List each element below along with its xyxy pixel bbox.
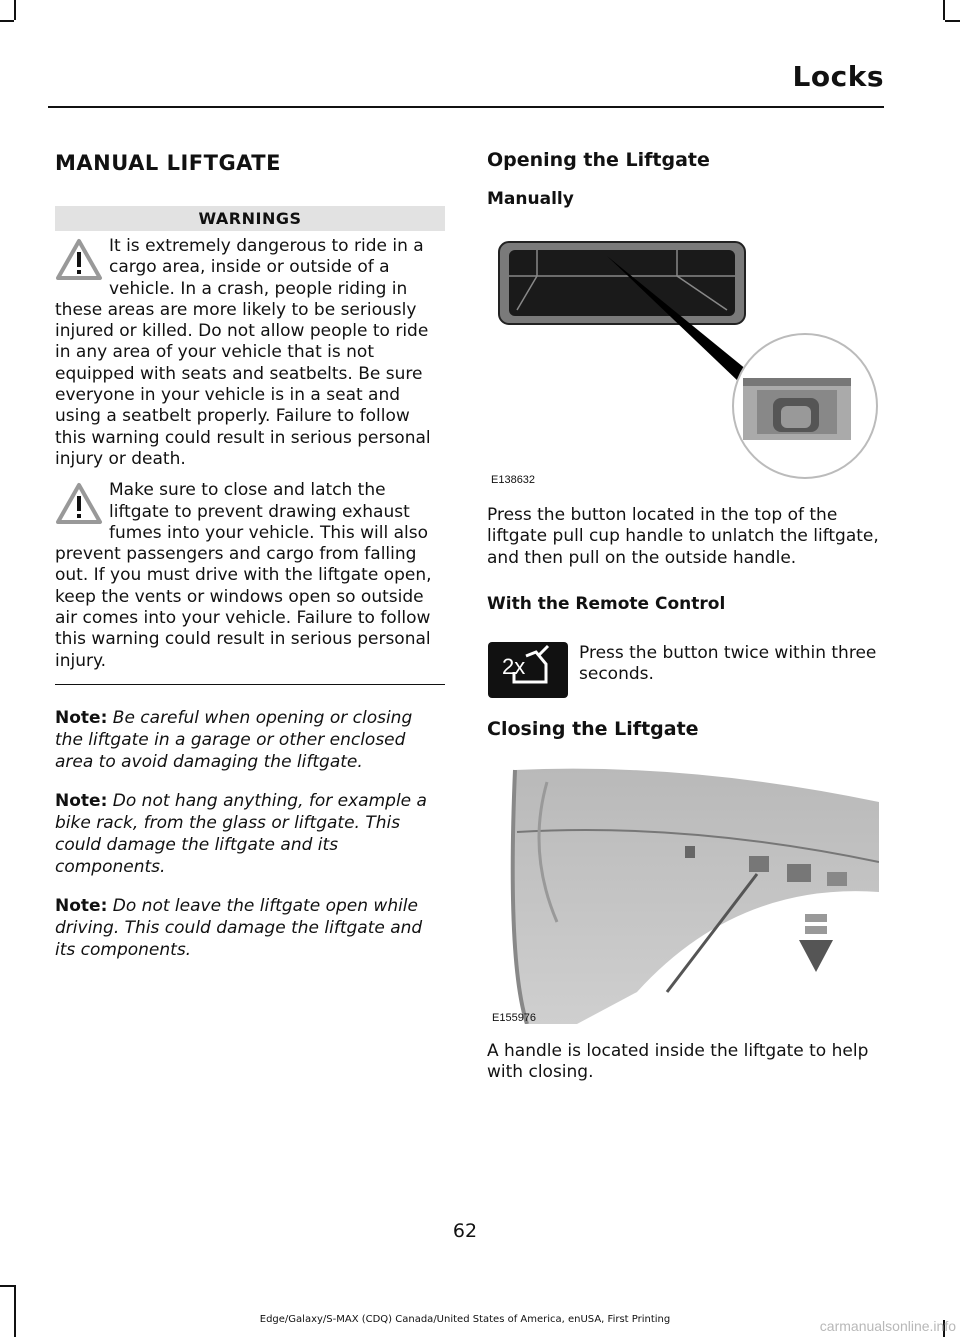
remote-liftgate-button-icon <box>488 642 568 698</box>
left-column <box>55 140 445 978</box>
crop-mark <box>14 1285 16 1337</box>
note-label: Note: <box>55 895 108 916</box>
remote-instructions: Press the button twice within three seconds. <box>579 643 877 685</box>
heading-opening-liftgate: Opening the Liftgate <box>487 149 710 171</box>
manual-instructions: Press the button located in the top of the liftgate pull cup handle to unlatch the liftgate, and then pull on the outside handle. <box>487 505 879 568</box>
watermark: carmanualsonline.info <box>819 1318 956 1334</box>
warnings-end-rule <box>55 684 445 685</box>
edition-footer: Edge/Galaxy/S-MAX (CDQ) Canada/United States of America, enUSA, First Printing <box>259 1314 671 1325</box>
note <box>55 790 445 878</box>
warnings-header: WARNINGS <box>55 206 445 231</box>
figure-code: E138632 <box>491 474 536 486</box>
crop-mark <box>0 20 14 22</box>
press-twice-label: 2x <box>502 654 526 679</box>
section-heading: MANUAL LIFTGATE <box>55 151 281 175</box>
warning-block <box>55 236 445 470</box>
liftgate-handle-illustration <box>487 230 887 492</box>
warning-block <box>55 480 445 672</box>
closing-instructions: A handle is located inside the liftgate to help with closing. <box>487 1041 869 1083</box>
liftgate-open-icon <box>488 642 568 698</box>
warning-text: It is extremely dangerous to ride in a cargo area, inside or outside of a vehicle. In a crash, people riding in these areas are more likely to be seriously injured or killed. Do not allow people to ride in any area of your vehicle that is not equipped with seats and seatbelts. Be sure everyone in your vehicle is in a seat and using a seatbelt properly. Failure to follow this warning could result in serious personal injury or death. <box>55 236 431 469</box>
note-label: Note: <box>55 790 108 811</box>
figure-code: E155976 <box>492 1012 537 1024</box>
subheading-manually: Manually <box>487 189 574 209</box>
note-text: Do not hang anything, for example a bike rack, from the glass or liftgate. This could damage the liftgate and its components. <box>55 790 427 877</box>
warning-text: Make sure to close and latch the liftgate to prevent drawing exhaust fumes into your vehicle. This will also prevent passengers and cargo from falling out. If you must drive with the liftgate open, keep the vents or windows open so outside air comes into your vehicle. Failure to follow this warning could result in serious personal injury. <box>55 480 432 671</box>
note <box>55 895 445 961</box>
subheading-remote-control: With the Remote Control <box>487 594 726 614</box>
warning-triangle-icon <box>55 238 103 282</box>
page-number: 62 <box>452 1220 478 1242</box>
crop-mark <box>14 0 16 20</box>
note <box>55 707 445 773</box>
page-section-title: Locks <box>792 60 884 93</box>
note-text: Do not leave the liftgate open while driving. This could damage the liftgate and its components. <box>55 895 423 960</box>
crop-mark <box>945 20 960 22</box>
liftgate-closing-illustration <box>487 762 879 1024</box>
crop-mark <box>0 1285 14 1287</box>
header-rule <box>48 106 884 108</box>
crop-mark <box>943 0 945 20</box>
warning-triangle-icon <box>55 482 103 526</box>
right-column <box>487 140 882 211</box>
note-text: Be careful when opening or closing the liftgate in a garage or other enclosed area to avoid damaging the liftgate. <box>55 707 413 772</box>
note-label: Note: <box>55 707 108 728</box>
heading-closing-liftgate: Closing the Liftgate <box>487 718 699 740</box>
